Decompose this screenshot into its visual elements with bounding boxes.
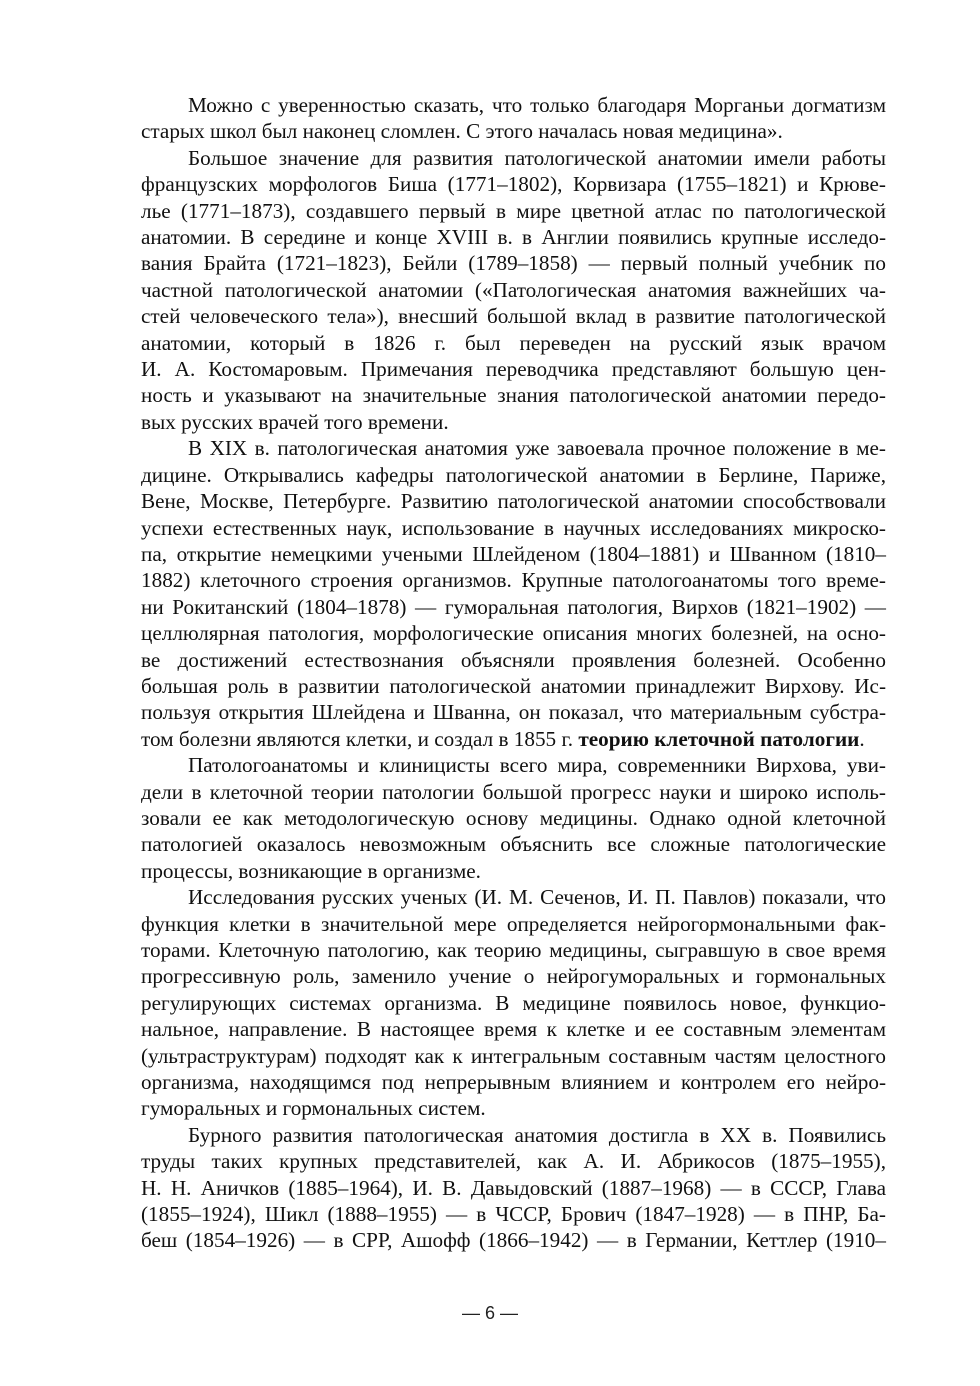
text-line: прогрессивную роль, заменило учение о нейрогуморальных и гормональных [141,964,886,989]
text-line: труды таких крупных представителей, как А. И. Абрикосов (1875–1955), [141,1149,886,1174]
text-segment: том болезни являются клетки, и создал в 1855 г. [141,726,579,751]
text-line: зовали ее как методологическую основу медицины. Однако одной клеточной [141,805,886,830]
text-segment: . [859,726,865,751]
paragraph-3 [94,435,886,752]
paragraph-2 [94,145,886,435]
text-line: Н. Н. Аничков (1885–1964), И. В. Давыдовский (1887–1968) — в СССР, Глава [141,1175,886,1200]
text-line: Патологоанатомы и клиницисты всего мира, современники Вирхова, уви- [188,753,886,778]
text-line: анатомии, который в 1826 г. был переведен на русский язык врачом [141,330,886,355]
text-line: частной патологической анатомии («Патологическая анатомия важнейших ча- [141,277,886,302]
text-line: успехи естественных наук, использование в научных исследованиях микроско- [141,515,886,540]
text-line: (ультраструктурам) подходят как к интегральным составным частям целостного [141,1043,886,1068]
text-line: И. А. Костомаровым. Примечания переводчика представляют большую цен- [141,357,886,382]
paragraph-1 [94,92,886,145]
text-line: ность и указывают на значительные знания патологической анатомии передо- [141,383,886,408]
text-line: ни Рокитанский (1804–1878) — гуморальная патология, Вирхов (1821–1902) — [141,594,886,619]
text-line [94,726,886,752]
text-line: нальное, направление. В настоящее время к клетке и ее составным элементам [141,1017,886,1042]
paragraph-5 [94,884,886,1122]
text-line: старых школ был наконец сломлен. С этого началась новая медицина». [141,119,783,144]
text-line: торами. Клеточную патологию, как теорию медицины, сыгравшую в свое время [141,938,886,962]
text-line: анатомии. В середине и конце XVIII в. в Англии появились крупные исследо- [141,225,886,250]
text-line: Бурного развития патологическая анатомия достигла в XX в. Появились [188,1122,886,1147]
text-line: большая роль в развитии патологической анатомии принадлежит Вирхову. Ис- [141,673,886,698]
document-page [94,92,886,1254]
text-line: дицине. Открывались кафедры патологической анатомии в Берлине, Париже, [141,462,886,487]
text-line: 1882) клеточного строения организмов. Крупные патологоанатомы того време- [141,568,886,593]
text-line: (1855–1924), Шикл (1888–1955) — в ЧССР, Брович (1847–1928) — в ПНР, Ба- [141,1202,886,1227]
text-line: пользуя открытия Шлейдена и Шванна, он показал, что материальным субстра- [141,700,886,725]
text-line: французских морфологов Биша (1771–1802), Корвизара (1755–1821) и Крюве- [141,172,886,197]
text-line: Можно с уверенностью сказать, что только благодаря Морганьи догматизм [188,93,886,117]
text-line: дели в клеточной теории патологии большой прогресс науки и широко исполь- [141,779,886,804]
text-line: Вене, Москве, Петербурге. Развитию патологической анатомии способствовали [141,489,886,514]
text-line: регулирующих системах организма. В медицине появилось новое, функцио- [141,990,886,1015]
text-line: стей человеческого тела»), внесший большой вклад в развитие патологической [141,304,886,329]
page-number: — 6 — [461,1303,518,1323]
bold-term: теорию клеточной патологии [578,726,860,751]
text-line: патологией оказалось невозможным объяснить все сложные патологические [141,832,886,857]
paragraph-4 [94,752,886,884]
text-line: целлюлярная патология, морфологические описания многих болезней, на осно- [141,621,886,646]
text-line: ве достижений естествознания объясняли проявления болезней. Особенно [141,647,886,672]
text-line: беш (1854–1926) — в СРР, Ашофф (1866–1942) — в Германии, Кеттлер (1910– [141,1228,886,1253]
paragraph-6 [94,1122,886,1254]
text-line: функция клетки в значительной мере определяется нейрогормональными фак- [141,911,886,936]
text-line: вания Брайта (1721–1823), Бейли (1789–1858) — первый полный учебник по [141,251,886,276]
text-line: В XIX в. патологическая анатомия уже завоевала прочное положение в ме- [188,436,886,461]
text-line: вых русских врачей того времени. [141,409,449,434]
text-line: лье (1771–1873), создавшего первый в мире цветной атлас по патологической [141,198,886,223]
text-line: гуморальных и гормональных систем. [141,1096,486,1121]
text-line: Большое значение для развития патологической анатомии имели работы [188,145,886,170]
text-line: организма, находящимся под непрерывным влиянием и контролем его нейро- [141,1070,886,1095]
text-line: Исследования русских ученых (И. М. Сеченов, И. П. Павлов) показали, что [188,885,886,910]
text-line: па, открытие немецкими учеными Шлейденом (1804–1881) и Шванном (1810– [141,541,886,566]
text-line: процессы, возникающие в организме. [141,858,481,883]
